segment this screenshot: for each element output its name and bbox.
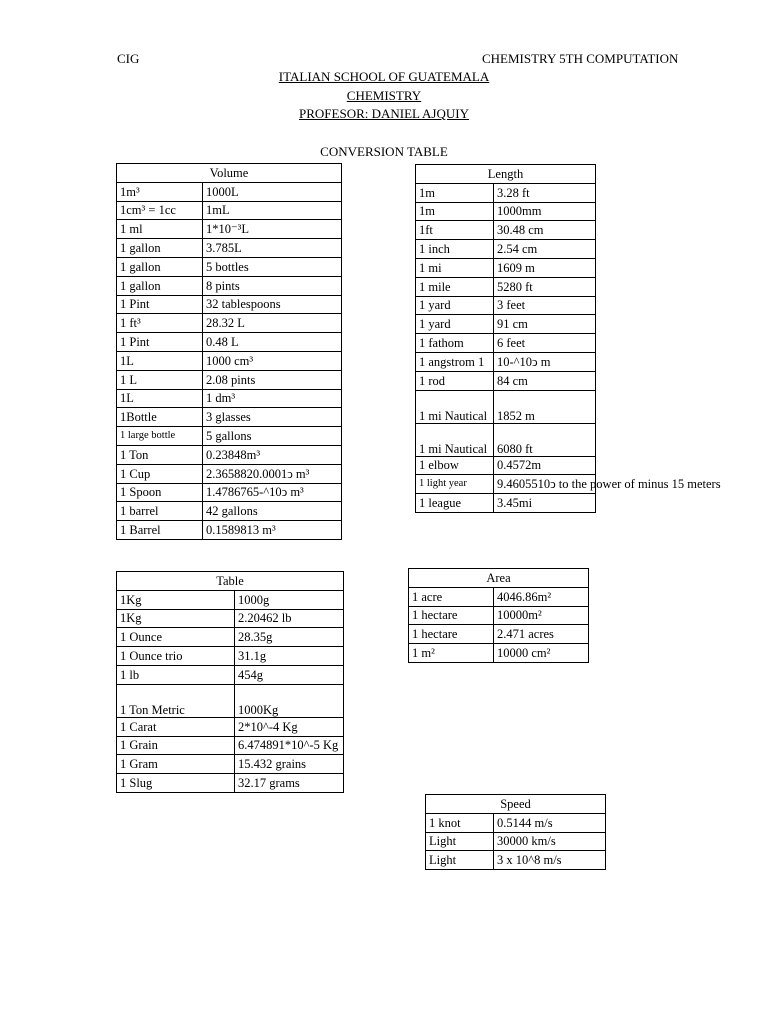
volume-value-cell: 42 gallons	[203, 502, 342, 521]
length-unit-cell: 1 mile	[416, 277, 494, 296]
length-value-cell: 1000mm	[494, 202, 596, 221]
length-row	[416, 315, 596, 334]
mass-value-cell: 1000Kg	[235, 684, 344, 717]
mass-row	[117, 609, 344, 628]
volume-unit-cell: 1L	[117, 351, 203, 370]
volume-row	[117, 370, 342, 389]
area-unit-cell: 1 m²	[409, 644, 494, 663]
volume-unit-cell: 1 gallon	[117, 276, 203, 295]
volume-row	[117, 502, 342, 521]
length-row	[416, 390, 596, 423]
length-row	[416, 183, 596, 202]
volume-unit-cell: 1 Pint	[117, 333, 203, 352]
volume-unit-cell: 1 barrel	[117, 502, 203, 521]
volume-row	[117, 314, 342, 333]
speed-heading: Speed	[426, 795, 606, 814]
volume-value-cell: 1 dm³	[203, 389, 342, 408]
length-value-cell: 3 feet	[494, 296, 596, 315]
volume-row	[117, 351, 342, 370]
mass-unit-cell: 1 Ounce	[117, 628, 235, 647]
volume-value-cell: 1*10⁻³L	[203, 220, 342, 239]
mass-row	[117, 665, 344, 684]
mass-unit-cell: 1 Carat	[117, 717, 235, 736]
length-row	[416, 494, 596, 513]
mass-unit-cell: 1 Ounce trio	[117, 647, 235, 666]
volume-value-cell: 3 glasses	[203, 408, 342, 427]
speed-row	[426, 832, 606, 851]
speed-value-cell: 30000 km/s	[494, 832, 606, 851]
mass-table	[116, 571, 344, 793]
length-row	[416, 296, 596, 315]
length-row	[416, 456, 596, 475]
volume-table	[116, 163, 342, 540]
volume-row	[117, 521, 342, 540]
volume-heading: Volume	[117, 164, 342, 183]
mass-row	[117, 774, 344, 793]
volume-value-cell: 0.1589813 m³	[203, 521, 342, 540]
mass-unit-cell: 1 Grain	[117, 736, 235, 755]
volume-row	[117, 408, 342, 427]
area-unit-cell: 1 hectare	[409, 625, 494, 644]
mass-unit-cell: 1 Slug	[117, 774, 235, 793]
volume-row	[117, 464, 342, 483]
mass-row	[117, 590, 344, 609]
area-row	[409, 606, 589, 625]
mass-row	[117, 717, 344, 736]
mass-value-cell: 31.1g	[235, 647, 344, 666]
length-value-cell: 5280 ft	[494, 277, 596, 296]
volume-row	[117, 257, 342, 276]
length-unit-cell: 1 yard	[416, 315, 494, 334]
length-value-cell: 10-^10ↄ m	[494, 352, 596, 371]
length-unit-cell: 1m	[416, 183, 494, 202]
speed-unit-cell: Light	[426, 832, 494, 851]
area-value-cell: 2.471 acres	[494, 625, 589, 644]
length-value-cell: 3.28 ft	[494, 183, 596, 202]
speed-row	[426, 851, 606, 870]
mass-value-cell: 28.35g	[235, 628, 344, 647]
volume-unit-cell: 1 Ton	[117, 445, 203, 464]
volume-unit-cell: 1 Pint	[117, 295, 203, 314]
volume-value-cell: 1.4786765-^10ↄ m³	[203, 483, 342, 502]
volume-value-cell: 2.08 pints	[203, 370, 342, 389]
volume-row	[117, 220, 342, 239]
length-heading: Length	[416, 165, 596, 184]
area-row	[409, 587, 589, 606]
mass-row	[117, 736, 344, 755]
volume-unit-cell: 1 ml	[117, 220, 203, 239]
mass-unit-cell: 1Kg	[117, 590, 235, 609]
length-row	[416, 352, 596, 371]
area-unit-cell: 1 hectare	[409, 606, 494, 625]
length-unit-cell: 1ft	[416, 221, 494, 240]
volume-value-cell: 1000 cm³	[203, 351, 342, 370]
volume-unit-cell: 1 large bottle	[117, 427, 203, 446]
mass-row	[117, 647, 344, 666]
volume-value-cell: 32 tablespoons	[203, 295, 342, 314]
volume-unit-cell: 1 gallon	[117, 239, 203, 258]
length-row	[416, 423, 596, 456]
volume-row	[117, 445, 342, 464]
volume-row	[117, 239, 342, 258]
length-unit-cell: 1 elbow	[416, 456, 494, 475]
area-row	[409, 644, 589, 663]
volume-value-cell: 1mL	[203, 201, 342, 220]
volume-unit-cell: 1 L	[117, 370, 203, 389]
volume-row	[117, 333, 342, 352]
mass-value-cell: 454g	[235, 665, 344, 684]
length-value-cell: 84 cm	[494, 371, 596, 390]
volume-value-cell: 3.785L	[203, 239, 342, 258]
area-heading: Area	[409, 569, 589, 588]
length-value-cell: 1852 m	[494, 390, 596, 423]
mass-heading: Table	[117, 572, 344, 591]
volume-row	[117, 427, 342, 446]
speed-value-cell: 3 x 10^8 m/s	[494, 851, 606, 870]
length-row	[416, 475, 596, 494]
volume-row	[117, 182, 342, 201]
volume-row	[117, 201, 342, 220]
length-value-cell: 91 cm	[494, 315, 596, 334]
volume-unit-cell: 1m³	[117, 182, 203, 201]
mass-row	[117, 628, 344, 647]
mass-unit-cell: 1 lb	[117, 665, 235, 684]
length-row	[416, 371, 596, 390]
area-value-cell: 10000m²	[494, 606, 589, 625]
length-row	[416, 334, 596, 353]
length-value-cell: 30.48 cm	[494, 221, 596, 240]
volume-row	[117, 276, 342, 295]
length-unit-cell: 1 mi Nautical	[416, 423, 494, 456]
volume-value-cell: 28.32 L	[203, 314, 342, 333]
school-name: ITALIAN SCHOOL OF GUATEMALA	[278, 69, 490, 84]
volume-unit-cell: 1Bottle	[117, 408, 203, 427]
mass-row	[117, 755, 344, 774]
volume-row	[117, 389, 342, 408]
subject-name: CHEMISTRY	[346, 88, 422, 103]
speed-unit-cell: Light	[426, 851, 494, 870]
volume-unit-cell: 1 ft³	[117, 314, 203, 333]
length-unit-cell: 1 angstrom 1	[416, 352, 494, 371]
mass-value-cell: 32.17 grams	[235, 774, 344, 793]
speed-unit-cell: 1 knot	[426, 813, 494, 832]
length-unit-cell: 1 light year	[416, 475, 494, 494]
volume-unit-cell: 1 gallon	[117, 257, 203, 276]
length-unit-cell: 1 rod	[416, 371, 494, 390]
length-unit-cell: 1 league	[416, 494, 494, 513]
mass-value-cell: 1000g	[235, 590, 344, 609]
mass-row	[117, 684, 344, 717]
volume-value-cell: 0.23848m³	[203, 445, 342, 464]
length-value-cell: 2.54 cm	[494, 240, 596, 259]
volume-unit-cell: 1 Spoon	[117, 483, 203, 502]
volume-value-cell: 2.3658820.0001ↄ m³	[203, 464, 342, 483]
length-unit-cell: 1 mi	[416, 258, 494, 277]
mass-unit-cell: 1Kg	[117, 609, 235, 628]
length-value-cell: 9.4605510ↄ to the power of minus 15 meters	[494, 475, 596, 494]
mass-unit-cell: 1 Ton Metric	[117, 684, 235, 717]
area-row	[409, 625, 589, 644]
area-value-cell: 4046.86m²	[494, 587, 589, 606]
area-table	[408, 568, 589, 663]
teacher-name: PROFESOR: DANIEL AJQUIY	[299, 106, 469, 121]
length-value-cell: 1609 m	[494, 258, 596, 277]
volume-value-cell: 1000L	[203, 182, 342, 201]
mass-unit-cell: 1 Gram	[117, 755, 235, 774]
volume-value-cell: 5 bottles	[203, 257, 342, 276]
length-table	[415, 164, 721, 513]
volume-unit-cell: 1 Barrel	[117, 521, 203, 540]
length-value-cell: 3.45mi	[494, 494, 596, 513]
header-right: CHEMISTRY 5TH COMPUTATION	[482, 51, 679, 66]
length-unit-cell: 1 yard	[416, 296, 494, 315]
volume-value-cell: 0.48 L	[203, 333, 342, 352]
length-unit-cell: 1 mi Nautical	[416, 390, 494, 423]
area-unit-cell: 1 acre	[409, 587, 494, 606]
length-unit-cell: 1 inch	[416, 240, 494, 259]
volume-unit-cell: 1L	[117, 389, 203, 408]
page-title: CONVERSION TABLE	[320, 144, 448, 159]
length-value-cell: 6080 ft	[494, 423, 596, 456]
header-left: CIG	[117, 51, 140, 66]
area-value-cell: 10000 cm²	[494, 644, 589, 663]
speed-value-cell: 0.5144 m/s	[494, 813, 606, 832]
volume-unit-cell: 1 Cup	[117, 464, 203, 483]
speed-row	[426, 813, 606, 832]
volume-value-cell: 5 gallons	[203, 427, 342, 446]
speed-table	[425, 794, 606, 870]
length-unit-cell: 1 fathom	[416, 334, 494, 353]
length-row	[416, 258, 596, 277]
volume-row	[117, 483, 342, 502]
mass-value-cell: 2.20462 lb	[235, 609, 344, 628]
mass-value-cell: 6.474891*10^-5 Kg	[235, 736, 344, 755]
length-row	[416, 277, 596, 296]
length-row	[416, 240, 596, 259]
volume-unit-cell: 1cm³ = 1cc	[117, 201, 203, 220]
length-unit-cell: 1m	[416, 202, 494, 221]
length-row	[416, 221, 596, 240]
mass-value-cell: 15.432 grains	[235, 755, 344, 774]
mass-value-cell: 2*10^-4 Kg	[235, 717, 344, 736]
length-value-cell: 0.4572m	[494, 456, 596, 475]
length-value-cell: 6 feet	[494, 334, 596, 353]
volume-row	[117, 295, 342, 314]
volume-value-cell: 8 pints	[203, 276, 342, 295]
length-row	[416, 202, 596, 221]
